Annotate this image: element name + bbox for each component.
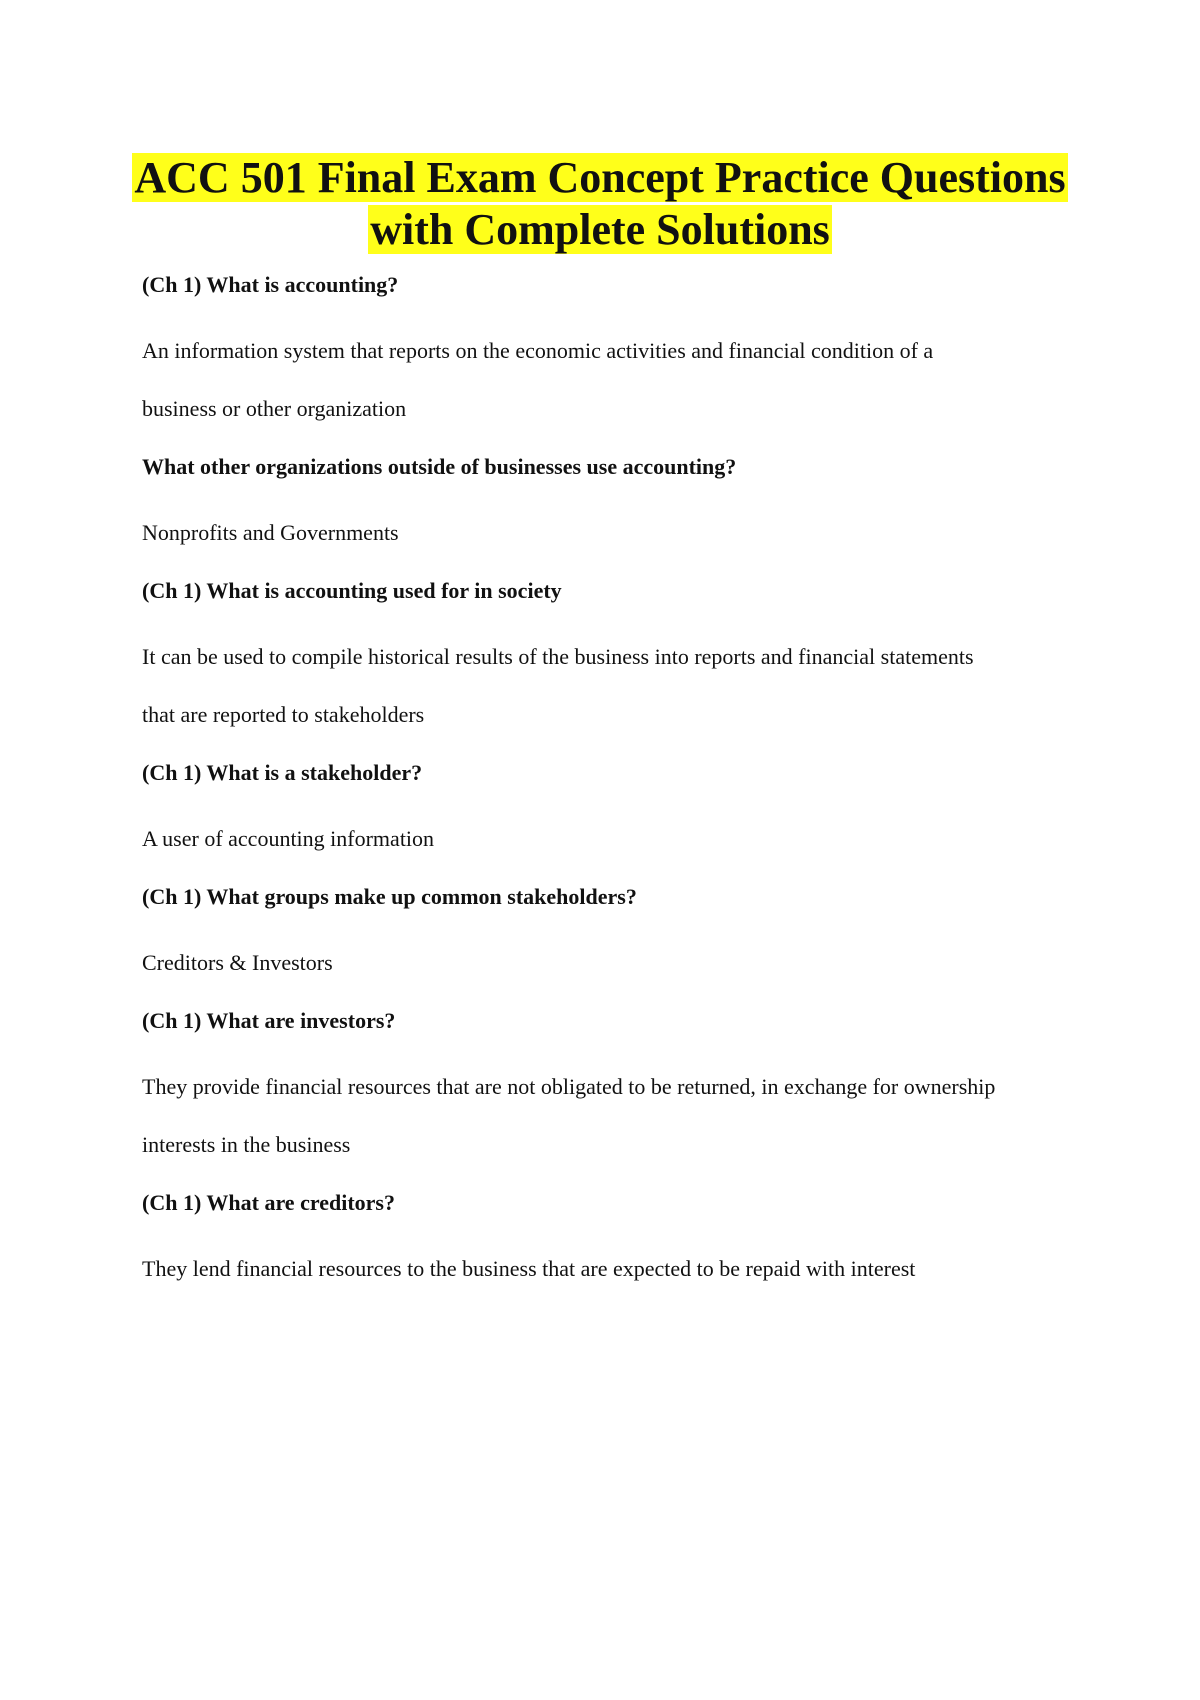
answer-line: A user of accounting information bbox=[142, 826, 435, 851]
question: (Ch 1) What are creditors? bbox=[142, 1190, 395, 1215]
question: (Ch 1) What are investors? bbox=[142, 1008, 396, 1033]
title-line-2: with Complete Solutions bbox=[370, 205, 830, 254]
question: (Ch 1) What is accounting? bbox=[142, 272, 399, 297]
question: (Ch 1) What groups make up common stakeholders? bbox=[142, 884, 637, 909]
answer-line: Creditors & Investors bbox=[142, 950, 333, 975]
document-title bbox=[0, 152, 1200, 256]
answer-line: It can be used to compile historical results of the business into reports and financial statements bbox=[142, 644, 974, 669]
qa-item bbox=[142, 1188, 1082, 1298]
answer-line: Nonprofits and Governments bbox=[142, 520, 399, 545]
qa-item bbox=[142, 576, 1082, 744]
qa-item bbox=[142, 270, 1082, 438]
answer-line: They provide financial resources that are not obligated to be returned, in exchange for ownership bbox=[142, 1074, 996, 1099]
answer-line: business or other organization bbox=[142, 396, 407, 421]
answer-line: An information system that reports on the economic activities and financial condition of a bbox=[142, 338, 934, 363]
answer-line: that are reported to stakeholders bbox=[142, 702, 425, 727]
question: (Ch 1) What is a stakeholder? bbox=[142, 760, 423, 785]
question: What other organizations outside of businesses use accounting? bbox=[142, 454, 737, 479]
answer-line: They lend financial resources to the business that are expected to be repaid with interest bbox=[142, 1256, 916, 1281]
qa-list bbox=[142, 270, 1082, 1298]
qa-item bbox=[142, 758, 1082, 868]
title-line-1: ACC 501 Final Exam Concept Practice Questions bbox=[134, 153, 1066, 202]
question: (Ch 1) What is accounting used for in society bbox=[142, 578, 562, 603]
qa-item bbox=[142, 882, 1082, 992]
qa-item bbox=[142, 1006, 1082, 1174]
answer-line: interests in the business bbox=[142, 1132, 351, 1157]
qa-item bbox=[142, 452, 1082, 562]
